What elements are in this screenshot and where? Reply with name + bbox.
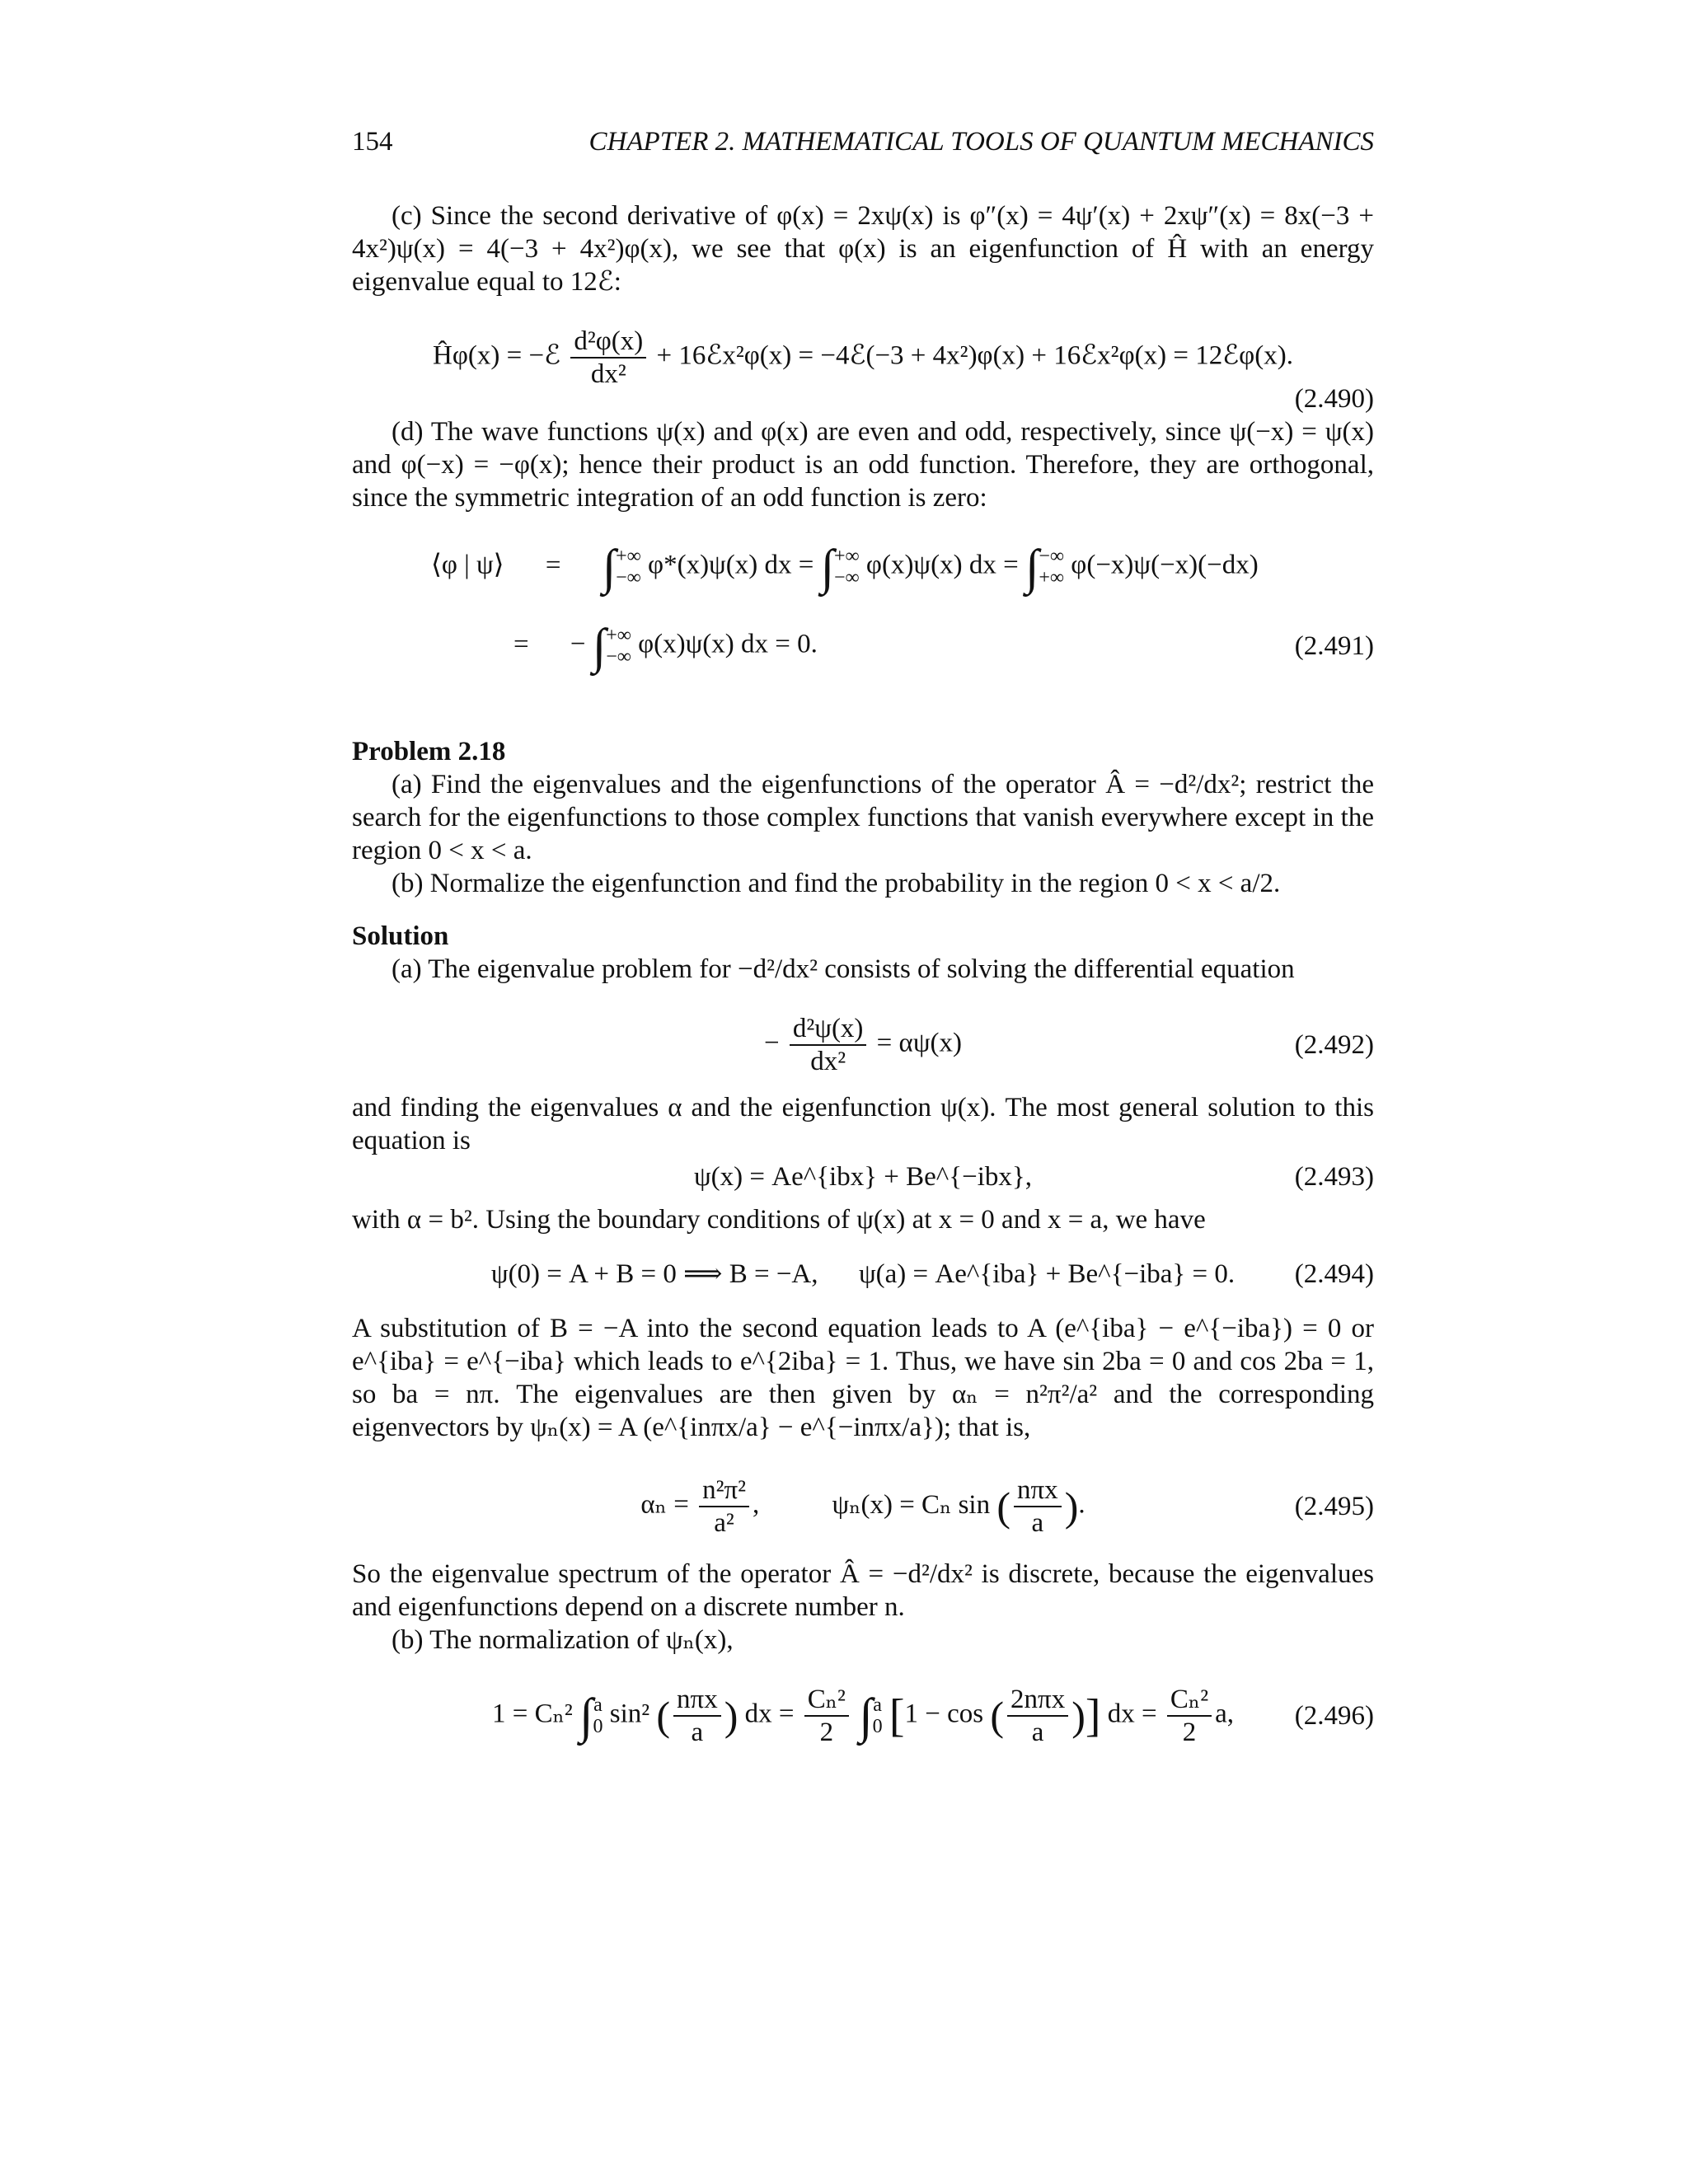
eq-2491-equals: = (545, 550, 561, 580)
eq-2490-frac-num: d²φ(x) (570, 326, 646, 359)
eq-2490-number: (2.490) (1294, 384, 1374, 414)
page-number: 154 (352, 127, 393, 157)
problem-part-a: (a) Find the eigenvalues and the eigenfunctions of the operator Â = −d²/dx²; restrict the search for the eigenfunctions to those complex functions that vanish everywhere except in the region 0 < x < a. (352, 770, 1374, 865)
equation-2491-line2 (352, 607, 1374, 686)
eq-2496-dx2: dx = (1107, 1699, 1157, 1729)
eq-2495-psi: ψₙ(x) = Cₙ sin (832, 1489, 991, 1520)
running-header (352, 125, 1374, 158)
eq-2491-number: (2.491) (1294, 631, 1374, 661)
after-2495 (352, 1558, 1374, 1657)
eq-2496-arg-den: a (691, 1718, 704, 1747)
integral-upper-limit: −∞ (1039, 546, 1065, 567)
eq-2495-comma: , (753, 1489, 760, 1520)
eq-2491-line2-term: φ(x)ψ(x) dx = 0. (638, 629, 818, 659)
eq-2496-sin: sin² (609, 1699, 650, 1729)
eq-2490-lhs: Ĥφ(x) = −ℰ (433, 340, 561, 371)
eq-2495-arg-den: a (1031, 1508, 1044, 1538)
integral-upper-limit: a (873, 1694, 882, 1716)
paragraph-d-text: (d) The wave functions ψ(x) and φ(x) are even and odd, respectively, since ψ(−x) = ψ(x) and φ(−x) = −φ(x); hence their product is an odd function. Therefore, they are orthogonal, since the symmetric integration of an odd function is zero: (352, 417, 1374, 513)
eq-2495-arg-num: nπx (1014, 1474, 1062, 1507)
eq-2492-minus: − (764, 1028, 780, 1058)
eq-2495-alpha: αₙ = (640, 1489, 689, 1520)
solution-intro: (a) The eigenvalue problem for −d²/dx² consists of solving the differential equation (392, 954, 1295, 984)
problem-part-b: (b) Normalize the eigenfunction and find the probability in the region 0 < x < a/2. (392, 869, 1281, 898)
eq-2494-number: (2.494) (1294, 1259, 1374, 1289)
integral-upper-limit: a (593, 1694, 603, 1716)
eq-2495-alpha-den: a² (714, 1508, 734, 1538)
eq-2495-arg-fraction (1014, 1474, 1062, 1539)
paragraph-c-text: (c) Since the second derivative of φ(x) = 2xψ(x) is φ″(x) = 4ψ′(x) + 2xψ″(x) = 8x(−3 + 4x²)ψ(x) = 4(−3 + 4x²)φ(x), we see that φ(x) is an eigenfunction of Ĥ with an energy eigenvalue equal to 12ℰ: (352, 201, 1374, 297)
integral-upper-limit: +∞ (616, 546, 641, 567)
after-2492-text: and finding the eigenvalues α and the eigenfunction ψ(x). The most general solution to this equation is (352, 1093, 1374, 1155)
eq-2495-alpha-fraction (699, 1474, 749, 1539)
integral-sign: ∫ (859, 1689, 873, 1743)
eq-2491-lhs: ⟨φ | ψ⟩ (431, 550, 504, 580)
solution (352, 920, 1374, 986)
chapter-title: CHAPTER 2. MATHEMATICAL TOOLS OF QUANTUM MECHANICS (588, 127, 1374, 157)
problem-2-18 (352, 735, 1374, 900)
eq-2491-line2-sign: − (570, 629, 586, 659)
after-2492 (352, 1091, 1374, 1157)
integral-lower-limit: −∞ (616, 567, 641, 588)
eq-2496-lhs: 1 = Cₙ² (492, 1699, 573, 1729)
eq-2492-fraction (790, 1013, 867, 1077)
eq-2493-expr: ψ(x) = Ae^{ibx} + Be^{−ibx}, (693, 1162, 1033, 1192)
equation-2496: 1 = Cₙ² ∫ a 0 sin² ( $\frac{\text{nπx}}{a}$ ) dx = $\frac{\text{Cₙ²}}{2}$ ∫ a 0 [1 − cos ( $\frac{\text{2nπx}}{a}$ )] dx = $\frac{\text{Cₙ²}}{2}$ a, (2.496) (492, 1685, 1374, 1747)
eq-2490-fraction (570, 326, 646, 390)
eq-2494-expr: ψ(0) = A + B = 0 ⟹ B = −A, ψ(a) = Ae^{iba} + Be^{−iba} = 0. (490, 1259, 1236, 1289)
paragraph-c (352, 199, 1374, 298)
eq-2496-c-den: 2 (819, 1718, 834, 1747)
eq-2496-arg-num: nπx (673, 1684, 721, 1717)
eq-2491-term2: φ(x)ψ(x) dx = (865, 550, 1019, 580)
after-2494 (352, 1312, 1374, 1444)
eq-2495-alpha-num: n²π² (699, 1474, 749, 1507)
eq-2492-den: dx² (810, 1047, 846, 1076)
equation-2494 (352, 1251, 1374, 1297)
problem-heading: Problem 2.18 (352, 737, 506, 766)
solution-part-b: (b) The normalization of ψₙ(x), (392, 1625, 734, 1655)
integral-sign: ∫ (820, 540, 834, 594)
eq-2492-number: (2.492) (1294, 1030, 1374, 1060)
eq-2496-c-num: Cₙ² (804, 1684, 849, 1717)
eq-2491-equals-2: = (513, 629, 529, 659)
eq-2495-number: (2.495) (1294, 1492, 1374, 1521)
equation-2491-line1 (352, 527, 1374, 607)
eq-2493-number: (2.493) (1294, 1162, 1374, 1192)
eq-2496-bracket-inner: 1 − cos (904, 1699, 984, 1729)
eq-2496-res-num: Cₙ² (1167, 1684, 1212, 1717)
integral-upper-limit: +∞ (606, 625, 631, 646)
after-2495-text: So the eigenvalue spectrum of the operator Â = −d²/dx² is discrete, because the eigenvalues and eigenfunctions depend on a discrete number n. (352, 1559, 1374, 1622)
integral-lower-limit: +∞ (1039, 567, 1065, 588)
eq-2496-res-tail: a, (1215, 1699, 1234, 1729)
paragraph-d (352, 415, 1374, 514)
integral-sign: ∫ (602, 540, 617, 594)
integral-sign: ∫ (1025, 540, 1039, 594)
eq-2496-res-den: 2 (1182, 1718, 1197, 1747)
after-2493-text: with α = b². Using the boundary conditions of ψ(x) at x = 0 and x = a, we have (352, 1205, 1206, 1235)
integral-lower-limit: 0 (593, 1716, 603, 1737)
integral-lower-limit: −∞ (606, 646, 631, 668)
integral-upper-limit: +∞ (834, 546, 860, 567)
after-2494-text: A substitution of B = −A into the second equation leads to A (e^{iba} − e^{−iba}) = 0 or e^{iba} = e^{−iba} which leads to e^{2iba} = 1. Thus, we have sin 2ba = 0 and cos 2ba = 1, so ba = nπ. The eigenvalues are then given by αₙ = n²π²/a² and the corresponding eigenvectors by ψₙ(x) = A (e^{inπx/a} − e^{−inπx/a}); that is, (352, 1314, 1374, 1442)
integral-sign: ∫ (579, 1689, 593, 1743)
equation-2493 (352, 1154, 1374, 1200)
integral-lower-limit: −∞ (834, 567, 860, 588)
eq-2491-term3: φ(−x)ψ(−x)(−dx) (1071, 550, 1259, 580)
solution-heading: Solution (352, 921, 449, 951)
equation-2495: αₙ = $\frac{\text{n²π²}}{\text{a²}}$ , ψₙ(x) = Cₙ sin ( $\frac{\text{nπx}}{a}$ ). (2.495) (640, 1475, 1374, 1538)
eq-2496-cos-den: a (1031, 1718, 1044, 1747)
eq-2490-rhs: + 16ℰx²φ(x) = −4ℰ(−3 + 4x²)φ(x) + 16ℰx²φ(x) = 12ℰφ(x). (656, 340, 1293, 371)
eq-2496-cos-num: 2nπx (1007, 1684, 1068, 1717)
eq-2496-dx1: dx = (744, 1699, 795, 1729)
integral-lower-limit: 0 (872, 1716, 883, 1737)
eq-2490-frac-den: dx² (590, 359, 626, 389)
eq-2496-number: (2.496) (1294, 1701, 1374, 1731)
eq-2491-term1: φ*(x)ψ(x) dx = (648, 550, 814, 580)
integral-sign: ∫ (592, 619, 607, 673)
eq-2492-num: d²ψ(x) (790, 1013, 867, 1046)
equation-2492 (352, 1005, 1374, 1085)
after-2493 (352, 1203, 1374, 1236)
eq-2492-rhs: = αψ(x) (876, 1028, 962, 1058)
